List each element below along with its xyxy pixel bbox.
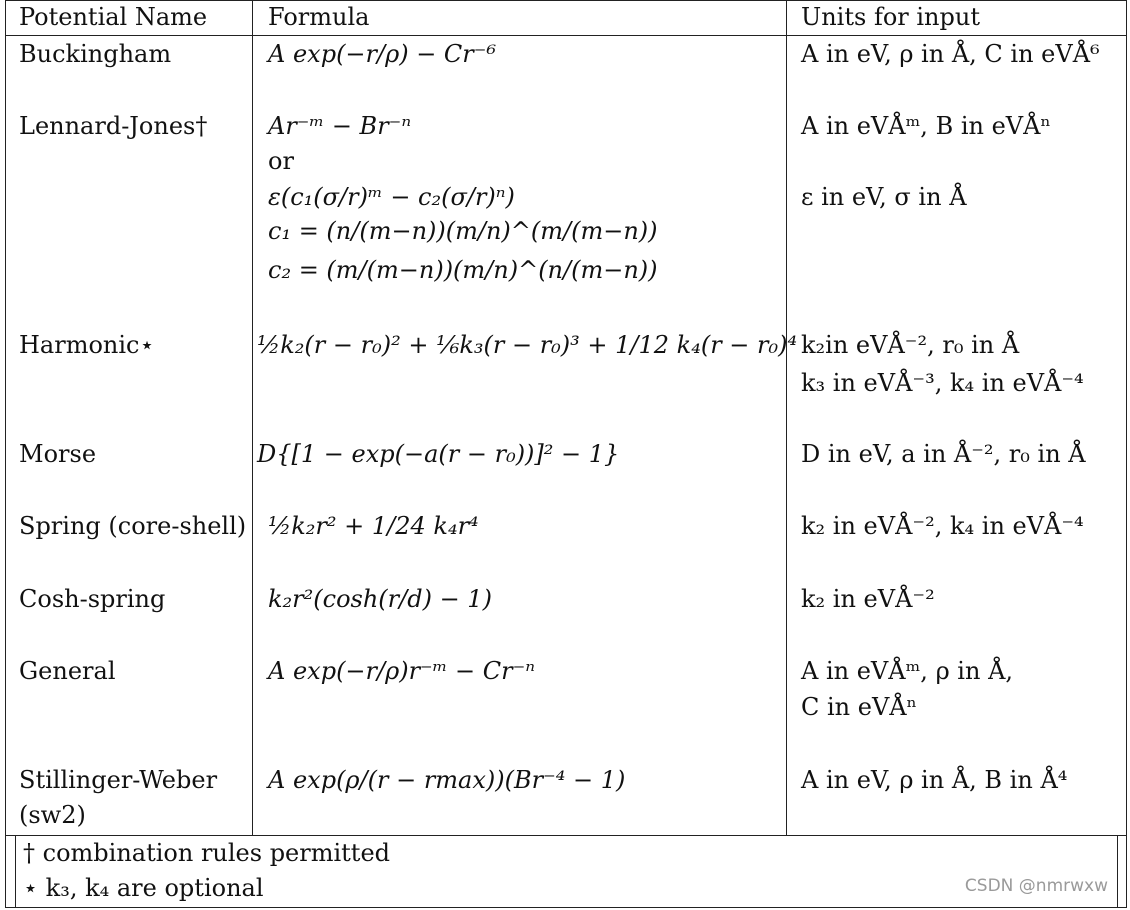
row-name-spring: Spring (core-shell) [19, 512, 247, 540]
footnote-box-right [1117, 836, 1118, 908]
table-right-border [1126, 0, 1127, 908]
formula-buckingham: A exp(−r/ρ) − Cr⁻⁶ [268, 40, 497, 68]
col-divider-2 [786, 0, 787, 836]
units-lj-line1: A in eVÅᵐ, B in eVÅⁿ [801, 112, 1051, 140]
units-spring: k₂ in eVÅ⁻², k₄ in eVÅ⁻⁴ [801, 512, 1084, 540]
col-divider-1 [252, 0, 253, 836]
formula-cosh-spring: k₂r²(cosh(r/d) − 1) [268, 585, 492, 613]
units-general-line1: A in eVÅᵐ, ρ in Å, [801, 657, 1014, 685]
formula-stillinger-weber: A exp(ρ/(r − rmax))(Br⁻⁴ − 1) [268, 766, 626, 794]
formula-spring: ½k₂r² + 1/24 k₄r⁴ [268, 512, 479, 540]
formula-lj-c2: c₂ = (m/(m−n))(m/n)^(n/(m−n)) [268, 256, 658, 284]
table-left-border [5, 0, 6, 908]
row-name-morse: Morse [19, 440, 97, 468]
formula-lj-line1: Ar⁻ᵐ − Br⁻ⁿ [268, 112, 412, 140]
row-name-harmonic: Harmonic⋆ [19, 331, 155, 359]
row-name-lennard-jones: Lennard-Jones† [19, 112, 208, 140]
formula-morse: D{[1 − exp(−a(r − r₀))]² − 1} [257, 440, 620, 468]
units-buckingham: A in eV, ρ in Å, C in eVÅ⁶ [801, 40, 1100, 68]
footnote-divider [5, 835, 1127, 836]
footnote-optional: ⋆ k₃, k₄ are optional [23, 874, 264, 902]
table-bottom-border [5, 907, 1127, 908]
units-morse: D in eV, a in Å⁻², r₀ in Å [801, 440, 1086, 468]
row-name-stillinger-weber: Stillinger-Weber [19, 766, 218, 794]
header-units: Units for input [801, 3, 980, 31]
formula-general: A exp(−r/ρ)r⁻ᵐ − Cr⁻ⁿ [268, 657, 536, 685]
row-name-sw2: (sw2) [19, 801, 86, 829]
formula-lj-c1: c₁ = (n/(m−n))(m/n)^(m/(m−n)) [268, 217, 658, 245]
formula-harmonic: ½k₂(r − r₀)² + ⅙k₃(r − r₀)³ + 1/12 k₄(r − r₀)⁴ [257, 331, 798, 359]
header-divider [5, 35, 1127, 36]
footnote-combination-rules: † combination rules permitted [23, 839, 391, 867]
header-potential-name: Potential Name [19, 3, 208, 31]
watermark: CSDN @nmrwxw [964, 876, 1108, 896]
row-name-general: General [19, 657, 116, 685]
row-name-cosh-spring: Cosh-spring [19, 585, 166, 613]
units-stillinger-weber: A in eV, ρ in Å, B in Å⁴ [801, 766, 1068, 794]
units-general-line2: C in eVÅⁿ [801, 693, 918, 721]
units-harmonic-line2: k₃ in eVÅ⁻³, k₄ in eVÅ⁻⁴ [801, 369, 1084, 397]
units-harmonic-line1: k₂in eVÅ⁻², r₀ in Å [801, 331, 1020, 359]
formula-lj-line3: ε(c₁(σ/r)ᵐ − c₂(σ/r)ⁿ) [268, 183, 515, 211]
units-lj-line3: ε in eV, σ in Å [801, 183, 967, 211]
units-cosh-spring: k₂ in eVÅ⁻² [801, 585, 935, 613]
header-formula: Formula [268, 3, 370, 31]
row-name-buckingham: Buckingham [19, 40, 172, 68]
table-top-border [5, 0, 1127, 1]
formula-lj-or: or [268, 147, 294, 175]
footnote-box-left [15, 836, 16, 908]
potential-table [5, 0, 1127, 908]
